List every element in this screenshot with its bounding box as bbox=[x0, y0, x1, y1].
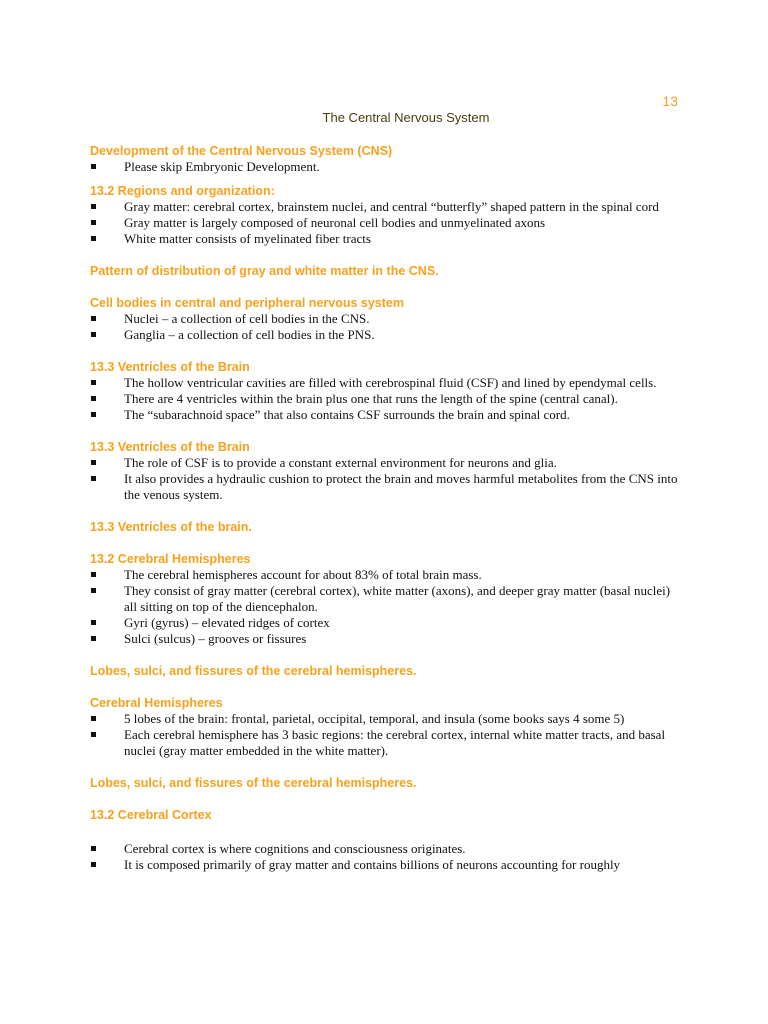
section-heading: Pattern of distribution of gray and white matter in the CNS. bbox=[90, 264, 439, 278]
list-item-text: Nuclei – a collection of cell bodies in the CNS. bbox=[124, 311, 370, 326]
section-heading: 13.2 Cerebral Hemispheres bbox=[90, 552, 251, 566]
list-item bbox=[90, 841, 678, 857]
list-item-text: Each cerebral hemisphere has 3 basic regions: the cerebral cortex, internal white matter tracts, and basal nuclei (gray matter embedded in the white matter). bbox=[124, 727, 666, 758]
bullet-icon bbox=[91, 716, 96, 721]
bullet-list bbox=[90, 711, 678, 759]
list-item bbox=[90, 567, 678, 583]
bullet-icon bbox=[91, 164, 96, 169]
bullet-icon bbox=[91, 220, 96, 225]
section-heading: 13.3 Ventricles of the Brain bbox=[90, 440, 250, 454]
section-heading: Cerebral Hemispheres bbox=[90, 696, 223, 710]
bullet-icon bbox=[91, 862, 96, 867]
list-item-text: Gyri (gyrus) – elevated ridges of cortex bbox=[124, 615, 330, 630]
list-item-text: Gray matter is largely composed of neuronal cell bodies and unmyelinated axons bbox=[124, 215, 546, 230]
list-item-text: The hollow ventricular cavities are filled with cerebrospinal fluid (CSF) and lined by ependymal cells. bbox=[124, 375, 657, 390]
bullet-list bbox=[90, 567, 678, 647]
bullet-icon bbox=[91, 316, 96, 321]
list-item bbox=[90, 583, 678, 615]
bullet-list bbox=[90, 841, 678, 873]
list-item-text: Please skip Embryonic Development. bbox=[124, 159, 320, 174]
list-item bbox=[90, 615, 678, 631]
list-item-text: Sulci (sulcus) – grooves or fissures bbox=[124, 631, 307, 646]
list-item bbox=[90, 311, 678, 327]
bullet-icon bbox=[91, 476, 96, 481]
bullet-icon bbox=[91, 846, 96, 851]
list-item bbox=[90, 711, 678, 727]
list-item-text: There are 4 ventricles within the brain plus one that runs the length of the spine (central canal). bbox=[124, 391, 618, 406]
bullet-icon bbox=[91, 204, 96, 209]
running-header: The Central Nervous System bbox=[322, 110, 490, 125]
list-item-text: 5 lobes of the brain: frontal, parietal, occipital, temporal, and insula (some books says 4 some 5) bbox=[124, 711, 625, 726]
section-heading: 13.3 Ventricles of the brain. bbox=[90, 520, 252, 534]
section-heading: Lobes, sulci, and fissures of the cerebral hemispheres. bbox=[90, 664, 417, 678]
section-heading: 13.3 Ventricles of the Brain bbox=[90, 360, 250, 374]
bullet-list bbox=[90, 159, 678, 175]
bullet-list bbox=[90, 311, 678, 343]
list-item bbox=[90, 857, 678, 873]
section-heading: Lobes, sulci, and fissures of the cerebral hemispheres. bbox=[90, 776, 417, 790]
list-item-text: Gray matter: cerebral cortex, brainstem nuclei, and central “butterfly” shaped pattern in the spinal cord bbox=[124, 199, 659, 214]
bullet-icon bbox=[91, 236, 96, 241]
list-item bbox=[90, 231, 678, 247]
list-item-text: They consist of gray matter (cerebral cortex), white matter (axons), and deeper gray matter (basal nuclei) all sitting on top of the diencephalon. bbox=[124, 583, 671, 614]
list-item bbox=[90, 455, 678, 471]
list-item bbox=[90, 215, 678, 231]
bullet-icon bbox=[91, 380, 96, 385]
bullet-icon bbox=[91, 620, 96, 625]
list-item bbox=[90, 727, 678, 759]
list-item-text: Cerebral cortex is where cognitions and consciousness originates. bbox=[124, 841, 466, 856]
bullet-icon bbox=[91, 332, 96, 337]
list-item-text: The cerebral hemispheres account for about 83% of total brain mass. bbox=[124, 567, 482, 582]
bullet-icon bbox=[91, 460, 96, 465]
bullet-icon bbox=[91, 572, 96, 577]
section-heading: 13.2 Cerebral Cortex bbox=[90, 808, 212, 822]
section-heading: Development of the Central Nervous System (CNS) bbox=[90, 144, 393, 158]
bullet-list bbox=[90, 455, 678, 503]
list-item-text: It also provides a hydraulic cushion to protect the brain and moves harmful metabolites from the CNS into the venous system. bbox=[124, 471, 678, 502]
list-item-text: White matter consists of myelinated fiber tracts bbox=[124, 231, 371, 246]
bullet-icon bbox=[91, 636, 96, 641]
list-item-text: It is composed primarily of gray matter and contains billions of neurons accounting for roughly bbox=[124, 857, 621, 872]
bullet-icon bbox=[91, 412, 96, 417]
list-item-text: The role of CSF is to provide a constant external environment for neurons and glia. bbox=[124, 455, 557, 470]
list-item bbox=[90, 375, 678, 391]
list-item bbox=[90, 407, 678, 423]
section-heading: Cell bodies in central and peripheral nervous system bbox=[90, 296, 404, 310]
bullet-icon bbox=[91, 732, 96, 737]
bullet-icon bbox=[91, 396, 96, 401]
list-item bbox=[90, 199, 678, 215]
bullet-list bbox=[90, 199, 678, 247]
list-item bbox=[90, 159, 678, 175]
bullet-icon bbox=[91, 588, 96, 593]
section-heading: 13.2 Regions and organization: bbox=[90, 184, 275, 198]
list-item bbox=[90, 327, 678, 343]
bullet-list bbox=[90, 375, 678, 423]
list-item-text: Ganglia – a collection of cell bodies in the PNS. bbox=[124, 327, 375, 342]
document-body bbox=[90, 143, 678, 873]
list-item bbox=[90, 471, 678, 503]
page-number: 13 bbox=[662, 93, 678, 109]
list-item-text: The “subarachnoid space” that also contains CSF surrounds the brain and spinal cord. bbox=[124, 407, 570, 422]
list-item bbox=[90, 391, 678, 407]
list-item bbox=[90, 631, 678, 647]
